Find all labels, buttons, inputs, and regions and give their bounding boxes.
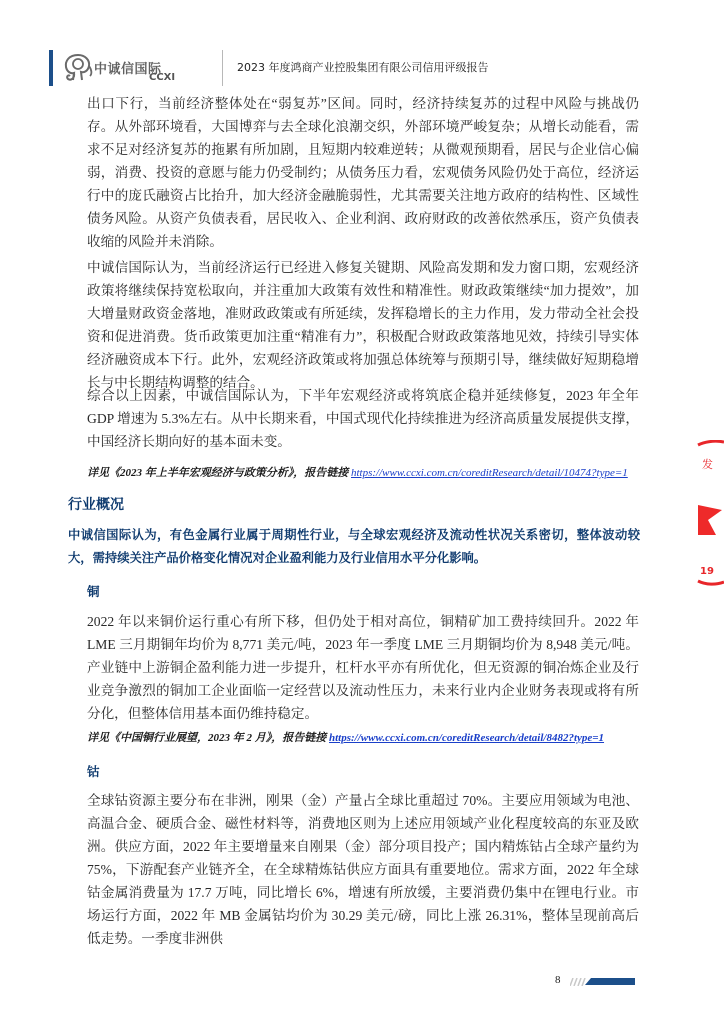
cobalt-paragraph: 全球钴资源主要分布在非洲，刚果（金）产量占全球比重超过 70%。主要应用领域为电池、高温合金、硬质合金、磁性材料等，消费地区则为上述应用领域产业化程度较高的东亚及欧洲。供应方面，2022 年主要增量来自刚果（金）部分项目投产；国内精炼钴占全球产量约为 75%，下游配套产业链齐全，在全球精炼钴供应方面具有重要地位。需求方面，2022 年全球钴金属消费量为 17.7 万吨，同比增长 6%，增速有所放缓，主要消费仍集中在锂电行业。市场运行方面，2022 年 MB 金属钴均价为 30.29 美元/磅，同比上涨 26.31%，整体呈现前高后低走势。一季度非洲供	[87, 793, 639, 946]
page-number: 8	[555, 974, 561, 986]
macro-report-link[interactable]: https://www.ccxi.com.cn/coreditResearch/detail/10474?type=1	[351, 467, 628, 479]
copper-reference-text: 详见《中国铜行业展望，2023 年 2 月》，报告链接	[87, 732, 329, 744]
page-header	[49, 50, 649, 86]
cobalt-heading: 钴	[87, 764, 100, 779]
report-title: 2023 年度鸿商产业控股集团有限公司信用评级报告	[237, 61, 489, 74]
macro-paragraph-3: 综合以上因素，中诚信国际认为，下半年宏观经济或将筑底企稳并延续修复，2023 年全年 GDP 增速为 5.3%左右。从中长期来看，中国式现代化持续推进为经济高质量发展提供支撑，中国经济长期向好的基本面未变。	[87, 388, 639, 449]
elephant-logo-icon	[61, 52, 95, 84]
macro-reference	[87, 464, 628, 480]
svg-text:19: 19	[700, 566, 714, 577]
macro-paragraph-2: 中诚信国际认为，当前经济运行已经进入修复关键期、风险高发期和发力窗口期，宏观经济政策将继续保持宽松取向，并注重加大政策有效性和精准性。财政政策继续“加力提效”，加大增量财政资金落地，准财政政策或有所延续，发挥稳增长的主力作用，发力带动全社会投资和促进消费。货币政策更加注重“精准有力”，积极配合财政政策落地见效，持续引导实体经济融资成本下行。此外，宏观经济政策或将加强总体统筹与预期引导，继续做好短期稳增长与中长期结构调整的结合。	[87, 260, 639, 390]
copper-paragraph: 2022 年以来铜价运行重心有所下移，但仍处于相对高位，铜精矿加工费持续回升。2022 年 LME 三月期铜年均价为 8,771 美元/吨，2023 年一季度 LME 三月期铜均价为 8,948 美元/吨。产业链中上游铜企盈利能力进一步提升，杠杆水平亦有所优化，但无资源的铜冶炼企业及行业竞争激烈的铜加工企业面临一定经营以及流动性压力，未来行业内企业财务表现或将有所分化，但整体信用基本面仍维持稳定。	[87, 614, 639, 721]
logo-english-text: CCXI	[149, 72, 176, 83]
seal-icon	[694, 440, 724, 590]
footer-accent-bar	[585, 978, 635, 985]
macro-reference-text: 详见《2023 年上半年宏观经济与政策分析》，报告链接	[87, 467, 351, 479]
copper-report-link[interactable]: https://www.ccxi.com.cn/coreditResearch/detail/8482?type=1	[329, 732, 605, 744]
red-seal-stamp	[694, 440, 724, 590]
industry-lead-summary: 中诚信国际认为，有色金属行业属于周期性行业，与全球宏观经济及流动性状况关系密切，整体波动较大，需持续关注产品价格变化情况对企业盈利能力及行业信用水平分化影响。	[68, 528, 640, 565]
page-footer	[555, 974, 715, 994]
footer-stripes-icon	[570, 978, 586, 986]
logo-chinese-text: 中诚信国际	[94, 62, 162, 77]
ccxi-logo	[61, 52, 201, 86]
macro-paragraph-1: 出口下行，当前经济整体处在“弱复苏”区间。同时，经济持续复苏的过程中风险与挑战仍存。从外部环境看，大国博弈与去全球化浪潮交织，外部环境严峻复杂；从增长动能看，需求不足对经济复苏的拖累有所加剧，且短期内较难逆转；从微观预期看，居民与企业信心偏弱，消费、投资的意愿与能力仍受制约；从债务压力看，宏观债务风险仍处于高位，经济运行中的庞氏融资占比抬升，加大经济金融脆弱性，尤其需要关注地方政府的结构性、区域性债务风险。从资产负债表看，居民收入、企业利润、政府财政的改善依然承压，资产负债表收缩的风险并未消除。	[87, 96, 639, 249]
industry-overview-heading: 行业概况	[68, 497, 124, 513]
header-divider	[222, 50, 223, 86]
header-accent-bar	[49, 50, 53, 86]
svg-text:发: 发	[702, 458, 713, 471]
copper-reference	[87, 729, 604, 745]
copper-heading: 铜	[87, 584, 100, 599]
